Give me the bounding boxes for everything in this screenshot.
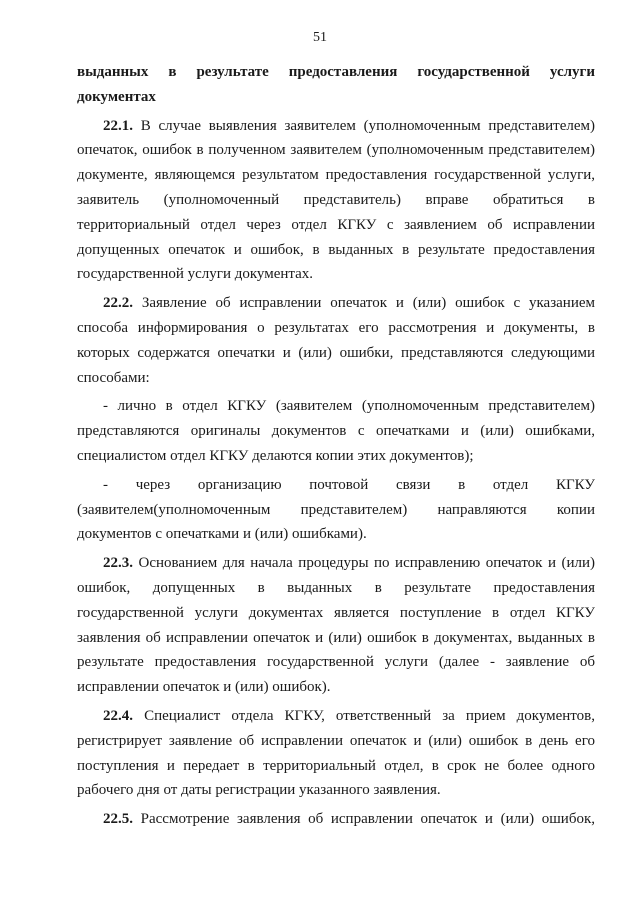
list-line: специалистом отдел КГКУ делаются копии этих документов); [77,447,474,464]
heading-line: документах [77,88,156,105]
paragraph-line [77,114,595,139]
document-body [77,60,595,836]
paragraph-line: государственной услуги документах. [77,266,314,283]
paragraph-text: Заявление об исправлении опечаток и (или) ошибок с указанием [141,295,595,312]
paragraph-line: исправлении опечаток и (или) ошибок). [77,679,331,696]
paragraph-text: Рассмотрение заявления об исправлении опечаток и (или) ошибок, [140,811,595,828]
list-line: документов с опечатками и (или) ошибками). [77,526,367,543]
paragraph-number: 22.3. [103,555,133,572]
paragraph-line: государственной услуги документах является поступление в отдел КГКУ [77,604,595,621]
paragraph-line: регистрирует заявление об исправлении опечаток и (или) ошибок в день его [77,732,595,749]
paragraph-number: 22.5. [103,811,133,828]
list-line: - лично в отдел КГКУ (заявителем (уполномоченным представителем) [103,398,595,415]
paragraph-text: Основанием для начала процедуры по исправлению опечаток и (или) [138,555,595,572]
heading-line: выданных в результате предоставления государственной услуги [77,64,595,80]
paragraph-line: опечаток, ошибок в полученном заявителем (уполномоченным представителем) [77,142,595,159]
paragraph-line: рабочего дня от даты регистрации указанного заявления. [77,782,441,799]
paragraph-line: документе, являющемся результатом предоставления государственной услуги, [77,167,595,184]
section-heading [77,60,595,110]
list-item-in-person [77,394,595,468]
paragraph-line: которых содержатся опечатки и (или) ошибки, представляются следующими [77,344,595,361]
paragraph-text: В случае выявления заявителем (уполномоченным представителем) [140,117,595,134]
paragraph-line [77,807,595,832]
paragraph-line [77,551,595,576]
paragraph-line: заявитель (уполномоченный представитель) вправе обратиться в [77,191,595,208]
paragraph-line: заявления об исправлении опечаток и (или) ошибок в документах, выданных в [77,629,595,646]
paragraph-line: ошибок, допущенных в выданных в результате предоставления [77,579,595,596]
paragraph-line: результате предоставления государственной услуги (далее - заявление об [77,654,595,671]
paragraph-line: территориальный отдел через отдел КГКУ с заявлением об исправлении [77,216,595,233]
paragraph-22-5 [77,807,595,832]
paragraph-22-4 [77,704,595,803]
paragraph-line [77,291,595,316]
paragraph-line: способа информирования о результатах его рассмотрения и документы, в [77,319,595,336]
list-line: - через организацию почтовой связи в отдел КГКУ [103,476,595,493]
paragraph-number: 22.2. [103,295,133,312]
list-item-by-post [77,473,595,547]
paragraph-line [77,704,595,729]
list-line: представляются оригиналы документов с опечатками и (или) ошибками, [77,423,595,440]
paragraph-line: поступления и передает в территориальный отдел, в срок не более одного [77,757,595,774]
list-line: (заявителем(уполномоченным представителем) направляются копии [77,501,595,518]
paragraph-22-1 [77,114,595,288]
paragraph-22-3 [77,551,595,700]
paragraph-22-2 [77,291,595,390]
page-number: 51 [313,30,327,45]
paragraph-line: способами: [77,369,150,386]
paragraph-number: 22.4. [103,707,133,724]
paragraph-number: 22.1. [103,117,133,134]
paragraph-text: Специалист отдела КГКУ, ответственный за прием документов, [144,707,595,724]
paragraph-line: допущенных опечаток и ошибок, в выданных в результате предоставления [77,241,595,258]
